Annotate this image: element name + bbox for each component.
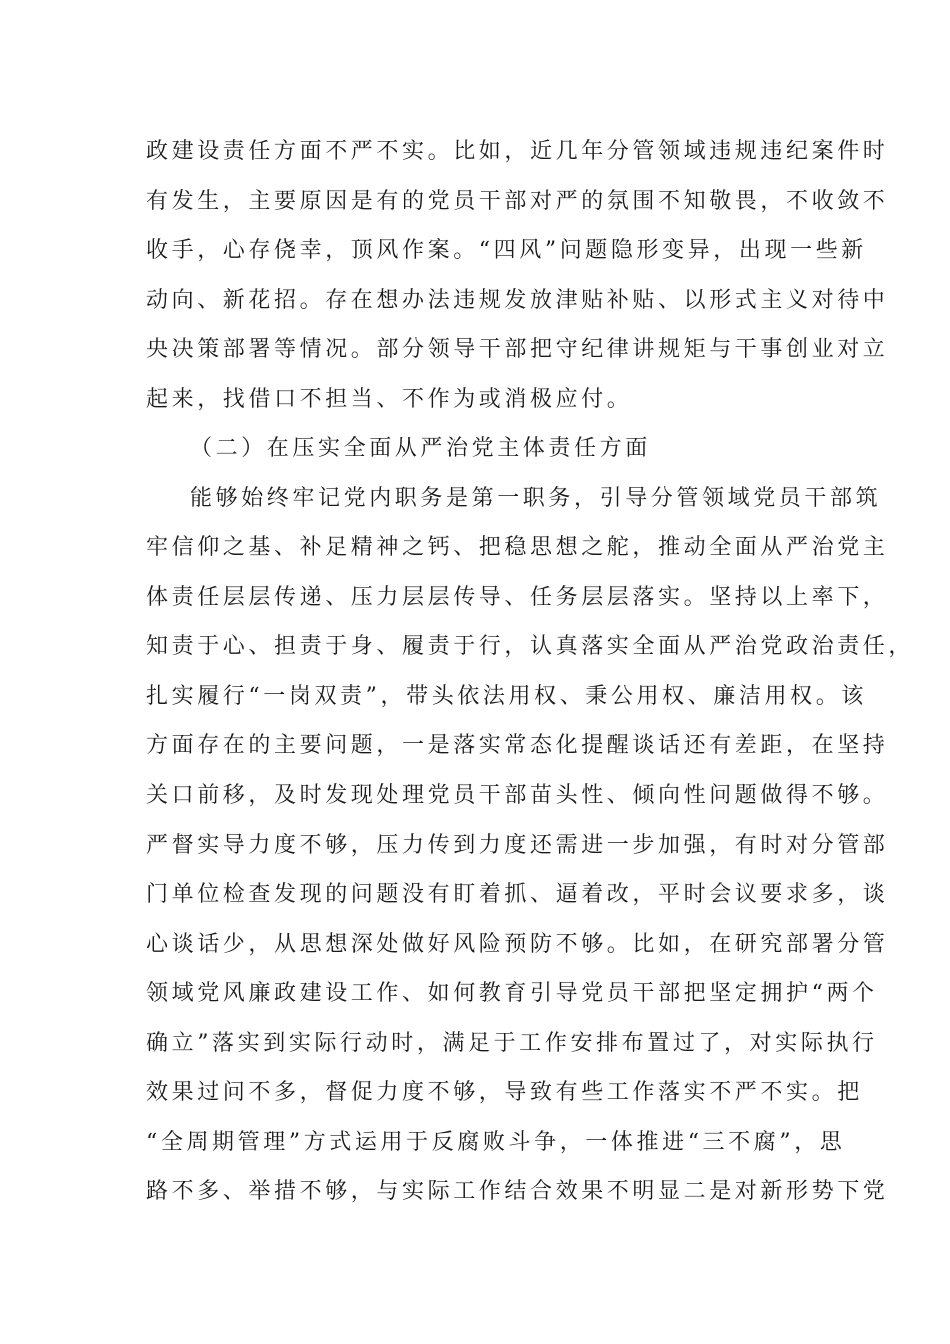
body-text-line: 心谈话少，从思想深处做好风险预防不够。比如，在研究部署分管: [146, 932, 889, 957]
body-text-line: 门单位检查发现的问题没有盯着抓、逼着改，平时会议要求多，谈: [146, 882, 889, 907]
body-text-line: 领域党风廉政建设工作、如何教育引导党员干部把坚定拥护“两个: [146, 981, 878, 1006]
body-text-line: 严督实导力度不够，压力传到力度还需进一步加强，有时对分管部: [146, 833, 889, 858]
body-text-line: 牢信仰之基、补足精神之钙、把稳思想之舵，推动全面从严治党主: [146, 535, 889, 560]
body-text-line: 收手，心存侥幸，顶风作案。“四风”问题隐形变异，出现一些新: [146, 238, 867, 263]
body-text-line: 央决策部署等情况。部分领导干部把守纪律讲规矩与干事创业对立: [146, 337, 889, 362]
body-text-line: 动向、新花招。存在想办法违规发放津贴补贴、以形式主义对待中: [146, 288, 889, 313]
body-text-line: 政建设责任方面不严不实。比如，近几年分管领域违规违纪案件时: [146, 139, 889, 164]
body-text-line: 起来，找借口不担当、不作为或消极应付。: [146, 387, 633, 412]
body-text-line: “全周期管理”方式运用于反腐败斗争，一体推进“三不腐”，思: [146, 1130, 846, 1155]
body-text-line: 路不多、举措不够，与实际工作结合效果不明显二是对新形势下党: [146, 1179, 889, 1204]
body-text-line: 效果过问不多，督促力度不够，导致有些工作落实不严不实。把: [146, 1080, 863, 1105]
body-text-line: 确立”落实到实际行动时，满足于工作安排布置过了，对实际执行: [146, 1031, 878, 1056]
body-text-line: 扎实履行“一岗双责”，带头依法用权、秉公用权、廉洁用权。该: [146, 684, 867, 709]
body-text-line: 方面存在的主要问题，一是落实常态化提醒谈话还有差距，在坚持: [146, 733, 889, 758]
body-text-line: 知责于心、担责于身、履责于行，认真落实全面从严治党政治责任，: [146, 634, 915, 659]
body-text-line: 体责任层层传递、压力层层传导、任务层层落实。坚持以上率下，: [146, 585, 889, 610]
body-text-line: 有发生，主要原因是有的党员干部对严的氛围不知敬畏，不收敛不: [146, 189, 889, 214]
paragraph-first-line: 能够始终牢记党内职务是第一职务，引导分管领域党员干部筑: [190, 486, 882, 511]
body-text-line: 关口前移，及时发现处理党员干部苗头性、倾向性问题做得不够。: [146, 783, 889, 808]
section-heading: （二）在压实全面从严治党主体责任方面: [190, 436, 651, 461]
